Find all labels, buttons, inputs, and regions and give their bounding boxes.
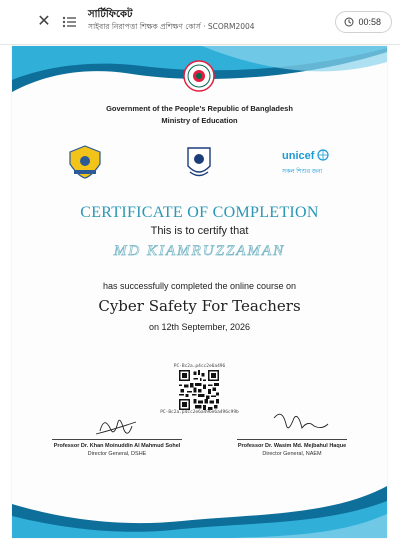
close-icon: ✕ [37,13,51,30]
completion-date: on 12th September, 2026 [148,322,251,332]
right-signature-line [237,439,347,440]
close-button[interactable] [34,12,54,32]
right-signatory-name: Professor Dr. Wasim Md. Mejbahul Haque [237,443,347,449]
bangladesh-seal-icon [184,61,214,91]
left-signatory-role: Director General, DSHE [87,451,147,457]
recipient-name: MD KIAMRUZZAMAN [113,243,286,259]
menu-button[interactable] [60,12,80,32]
page-title: সার্টিফিকেট [88,9,133,20]
completion-line: has successfully completed the online course on [102,281,297,291]
top-bar [0,0,400,45]
government-line: Government of the People's Republic of Bangladesh [106,104,293,113]
timer-badge[interactable] [335,11,392,33]
left-signatory-name: Professor Dr. Khan Moinuddin Al Mahmud Sohel [53,443,181,449]
qr-code[interactable] [179,370,219,410]
certificate [12,46,387,538]
qr-id-top: PC-Bc2a.p4cc2e6a496 [173,364,226,369]
certify-line: This is to certify that [150,225,249,237]
list-icon [60,12,80,32]
unicef-logo-text: unicef [282,150,315,162]
course-name: Cyber Safety For Teachers [98,297,301,315]
left-signature-line [52,439,182,440]
page-subtitle: সাইবার নিরাপত্তা শিক্ষক প্রশিক্ষণ কোর্স · SCORM2004 [88,22,255,31]
course-title-block [88,8,308,32]
unicef-tagline: সকল শিশুর জন্য [282,169,323,175]
qr-id-bottom: PC-Bc2a.p4cc2e6a496e6a496c99b [160,410,239,415]
clock-icon [344,17,354,27]
certificate-title: CERTIFICATE OF COMPLETION [80,204,319,221]
right-signatory-role: Director General, NAEM [262,451,322,457]
timer-value: 00:58 [358,17,381,27]
ministry-line: Ministry of Education [161,116,238,125]
